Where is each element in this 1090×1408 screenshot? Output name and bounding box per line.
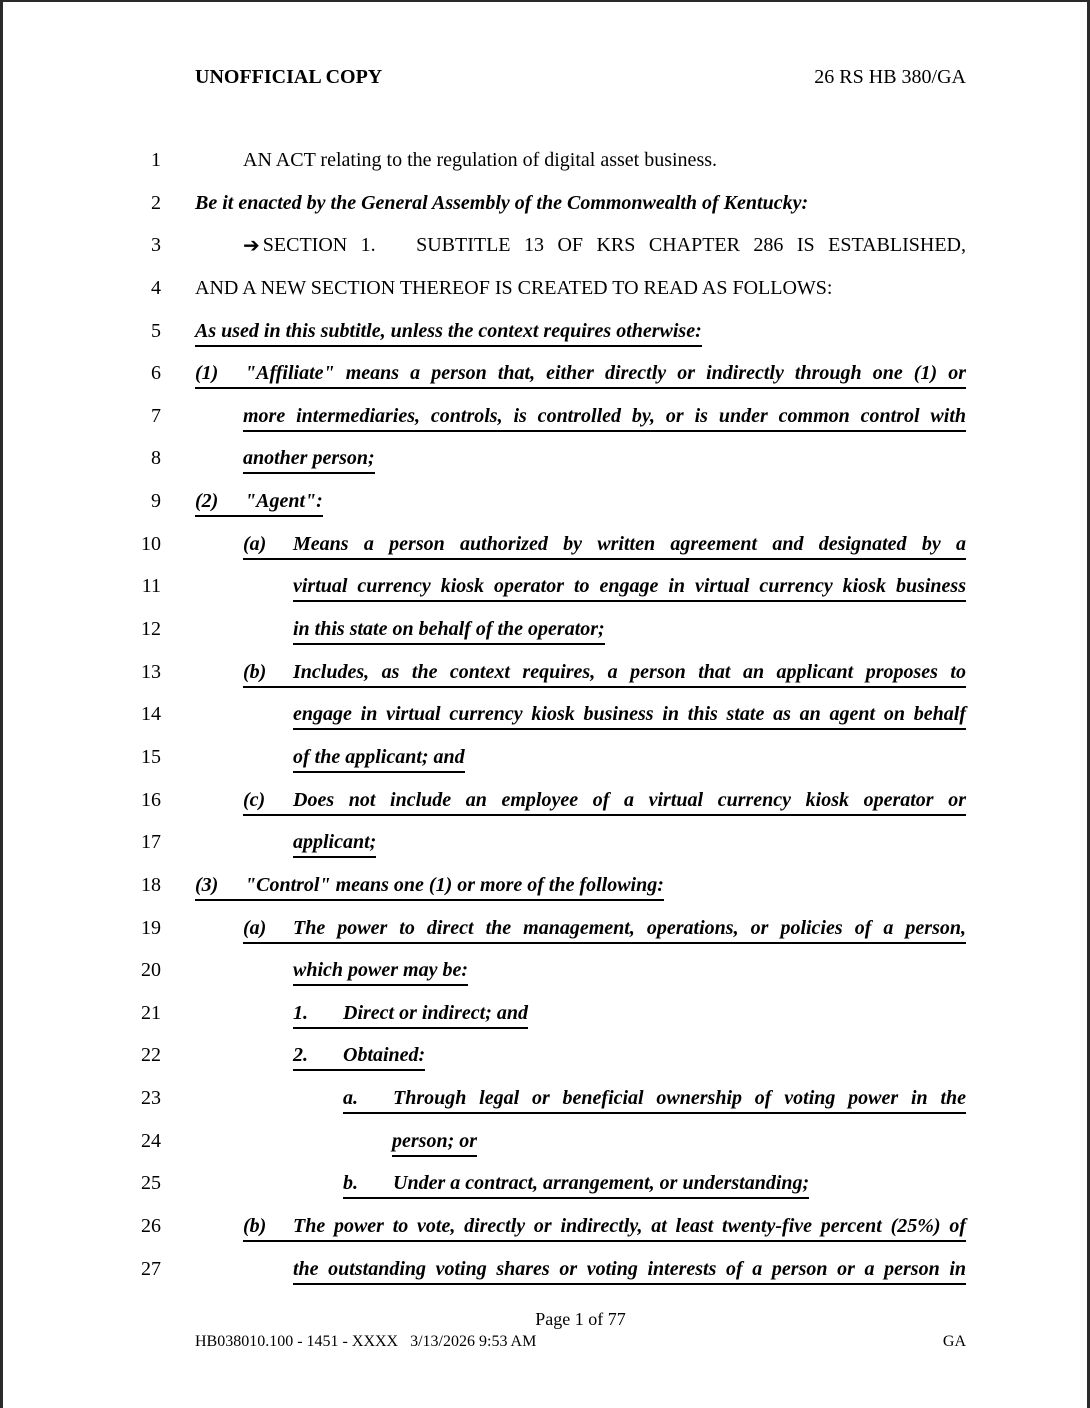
document-line: [3, 1035, 1090, 1078]
line-content: [243, 1214, 966, 1242]
list-marker: 1.: [293, 1001, 308, 1024]
line-text: Does not include an employee of a virtual currency kiosk operator or: [293, 788, 966, 811]
line-number: 18: [141, 873, 161, 896]
line-number: 12: [141, 618, 161, 641]
line-number: 21: [141, 1001, 161, 1024]
line-text: virtual currency kiosk operator to engage in virtual currency kiosk business: [293, 575, 966, 598]
line-body: [293, 830, 966, 858]
line-body: [195, 361, 966, 389]
document-line: [3, 1163, 1090, 1206]
line-body: [243, 788, 966, 816]
line-body: [243, 532, 966, 560]
line-body: [392, 1129, 966, 1157]
line-content: [243, 233, 966, 258]
line-number: 4: [151, 276, 161, 299]
line-text: "Agent":: [245, 490, 323, 513]
line-number: 5: [151, 319, 161, 342]
document-line: [3, 438, 1090, 481]
line-content: [243, 148, 717, 173]
line-text: person; or: [392, 1129, 478, 1152]
document-line: [3, 908, 1090, 951]
page-footer: [195, 1332, 966, 1352]
line-text: SECTION 1. SUBTITLE 13 OF KRS CHAPTER 286 IS ESTABLISHED,: [262, 234, 966, 257]
line-text: AND A NEW SECTION THEREOF IS CREATED TO READ AS FOLLOWS:: [195, 276, 833, 299]
line-content: [343, 1171, 809, 1199]
line-text: more intermediaries, controls, is controlled by, or is under common control with: [243, 404, 966, 427]
line-text: Means a person authorized by written agreement and designated by a: [293, 532, 966, 555]
line-text: "Affiliate" means a person that, either directly or indirectly through one (1) or: [245, 362, 966, 385]
line-content: [293, 574, 966, 602]
line-content: [243, 404, 966, 432]
line-number: 15: [141, 745, 161, 768]
line-content: [293, 617, 605, 645]
line-text: "Control" means one (1) or more of the following:: [245, 873, 664, 896]
line-text: engage in virtual currency kiosk business in this state as an agent on behalf: [293, 703, 966, 726]
document-line: [3, 1121, 1090, 1164]
document-line: [3, 396, 1090, 439]
list-marker: (a): [243, 916, 267, 939]
line-text: Obtained:: [343, 1044, 426, 1067]
line-body: [243, 446, 966, 474]
line-content: [293, 958, 468, 986]
line-text: Direct or indirect; and: [343, 1001, 528, 1024]
line-number: 27: [141, 1257, 161, 1280]
line-number: 20: [141, 959, 161, 982]
line-content: [293, 745, 465, 773]
line-text: Through legal or beneficial ownership of voting power in the: [393, 1087, 966, 1110]
document-line: [3, 993, 1090, 1036]
list-marker: (c): [243, 788, 266, 811]
list-marker: (a): [243, 532, 267, 555]
chamber-label: GA: [942, 1333, 966, 1350]
line-text: The power to vote, directly or indirectly, at least twenty-five percent (25%) of: [293, 1215, 966, 1238]
line-number: 10: [141, 532, 161, 555]
line-content: [195, 361, 966, 389]
line-body: [243, 660, 966, 688]
unofficial-copy-label: UNOFFICIAL COPY: [195, 66, 383, 88]
page-number-label: Page 1 of 77: [535, 1309, 626, 1329]
document-line: [3, 268, 1090, 311]
list-marker: (1): [195, 362, 219, 385]
line-number: 17: [141, 831, 161, 854]
line-body: [343, 1171, 966, 1199]
list-marker: (b): [243, 1215, 267, 1238]
line-number: 22: [141, 1044, 161, 1067]
document-line: [3, 1249, 1090, 1292]
line-content: [243, 660, 966, 688]
line-number: 25: [141, 1172, 161, 1195]
line-text: the outstanding voting shares or voting interests of a person or a person in: [293, 1257, 966, 1280]
line-number: 11: [141, 575, 161, 598]
line-content: [293, 830, 376, 858]
line-text: AN ACT relating to the regulation of digital asset business.: [243, 149, 718, 171]
line-content: [243, 916, 966, 944]
line-content: [293, 1001, 528, 1029]
line-number: 2: [151, 191, 161, 214]
line-text: in this state on behalf of the operator;: [293, 618, 605, 641]
line-content: [195, 489, 323, 517]
list-marker: a.: [343, 1087, 358, 1110]
line-content: [293, 1257, 966, 1285]
document-line: [3, 950, 1090, 993]
line-text: of the applicant; and: [293, 745, 465, 768]
line-body: [195, 191, 966, 216]
line-text: As used in this subtitle, unless the context requires otherwise:: [195, 319, 702, 342]
document-line: [3, 183, 1090, 226]
line-body: [195, 276, 966, 301]
line-content: [392, 1129, 477, 1157]
list-marker: b.: [343, 1172, 358, 1195]
line-text: which power may be:: [293, 959, 468, 982]
line-content: [195, 191, 808, 216]
line-number: 14: [141, 703, 161, 726]
bill-number-label: 26 RS HB 380/GA: [814, 66, 966, 88]
page-header: [195, 65, 966, 89]
line-number: 24: [141, 1129, 161, 1152]
document-line: [3, 1078, 1090, 1121]
line-content: [243, 446, 375, 474]
line-content: [195, 276, 832, 301]
line-number: 23: [141, 1087, 161, 1110]
list-marker: (2): [195, 490, 219, 513]
line-body: [243, 148, 966, 173]
line-number: 26: [141, 1215, 161, 1238]
line-body: [195, 319, 966, 347]
line-text: Under a contract, arrangement, or understanding;: [393, 1172, 810, 1195]
document-line: [3, 780, 1090, 823]
line-text: another person;: [243, 447, 375, 470]
line-content: [293, 702, 966, 730]
line-body: [243, 233, 966, 258]
line-number: 1: [151, 149, 161, 171]
line-body: [293, 574, 966, 602]
line-body: [293, 617, 966, 645]
list-marker: (3): [195, 873, 219, 896]
line-body: [195, 489, 966, 517]
line-number: 7: [151, 404, 161, 427]
document-body: [3, 140, 1090, 1291]
document-line: [3, 481, 1090, 524]
line-body: [293, 1257, 966, 1285]
line-body: [293, 1043, 966, 1071]
line-content: [195, 319, 702, 347]
section-arrow-icon: ➔: [243, 233, 260, 258]
line-text: Includes, as the context requires, a person that an applicant proposes to: [293, 660, 966, 683]
line-body: [293, 702, 966, 730]
document-line: [3, 524, 1090, 567]
document-line: [3, 652, 1090, 695]
line-text: applicant;: [293, 831, 377, 854]
document-reference: HB038010.100 - 1451 - XXXX 3/13/2026 9:53 AM: [195, 1333, 537, 1350]
line-number: 8: [151, 447, 161, 470]
line-body: [243, 1214, 966, 1242]
document-line: [3, 694, 1090, 737]
line-body: [243, 404, 966, 432]
line-body: [293, 1001, 966, 1029]
line-number: 9: [151, 490, 161, 513]
line-content: [195, 873, 664, 901]
document-line: [3, 353, 1090, 396]
line-text: Be it enacted by the General Assembly of the Commonwealth of Kentucky:: [195, 191, 809, 214]
line-text: The power to direct the management, operations, or policies of a person,: [293, 916, 966, 939]
document-line: [3, 140, 1090, 183]
document-line: [3, 566, 1090, 609]
line-content: [343, 1086, 966, 1114]
document-line: [3, 609, 1090, 652]
line-number: 19: [141, 916, 161, 939]
line-number: 16: [141, 788, 161, 811]
line-body: [343, 1086, 966, 1114]
document-line: [3, 1206, 1090, 1249]
list-marker: (b): [243, 660, 267, 683]
line-content: [243, 788, 966, 816]
document-line: [3, 225, 1090, 268]
document-line: [3, 822, 1090, 865]
line-number: 13: [141, 660, 161, 683]
line-content: [243, 532, 966, 560]
document-line: [3, 865, 1090, 908]
line-body: [195, 873, 966, 901]
line-body: [243, 916, 966, 944]
line-number: 3: [151, 234, 161, 257]
document-line: [3, 737, 1090, 780]
list-marker: 2.: [293, 1044, 308, 1067]
line-body: [293, 745, 966, 773]
document-line: [3, 311, 1090, 354]
line-content: [293, 1043, 425, 1071]
line-number: 6: [151, 362, 161, 385]
line-body: [293, 958, 966, 986]
